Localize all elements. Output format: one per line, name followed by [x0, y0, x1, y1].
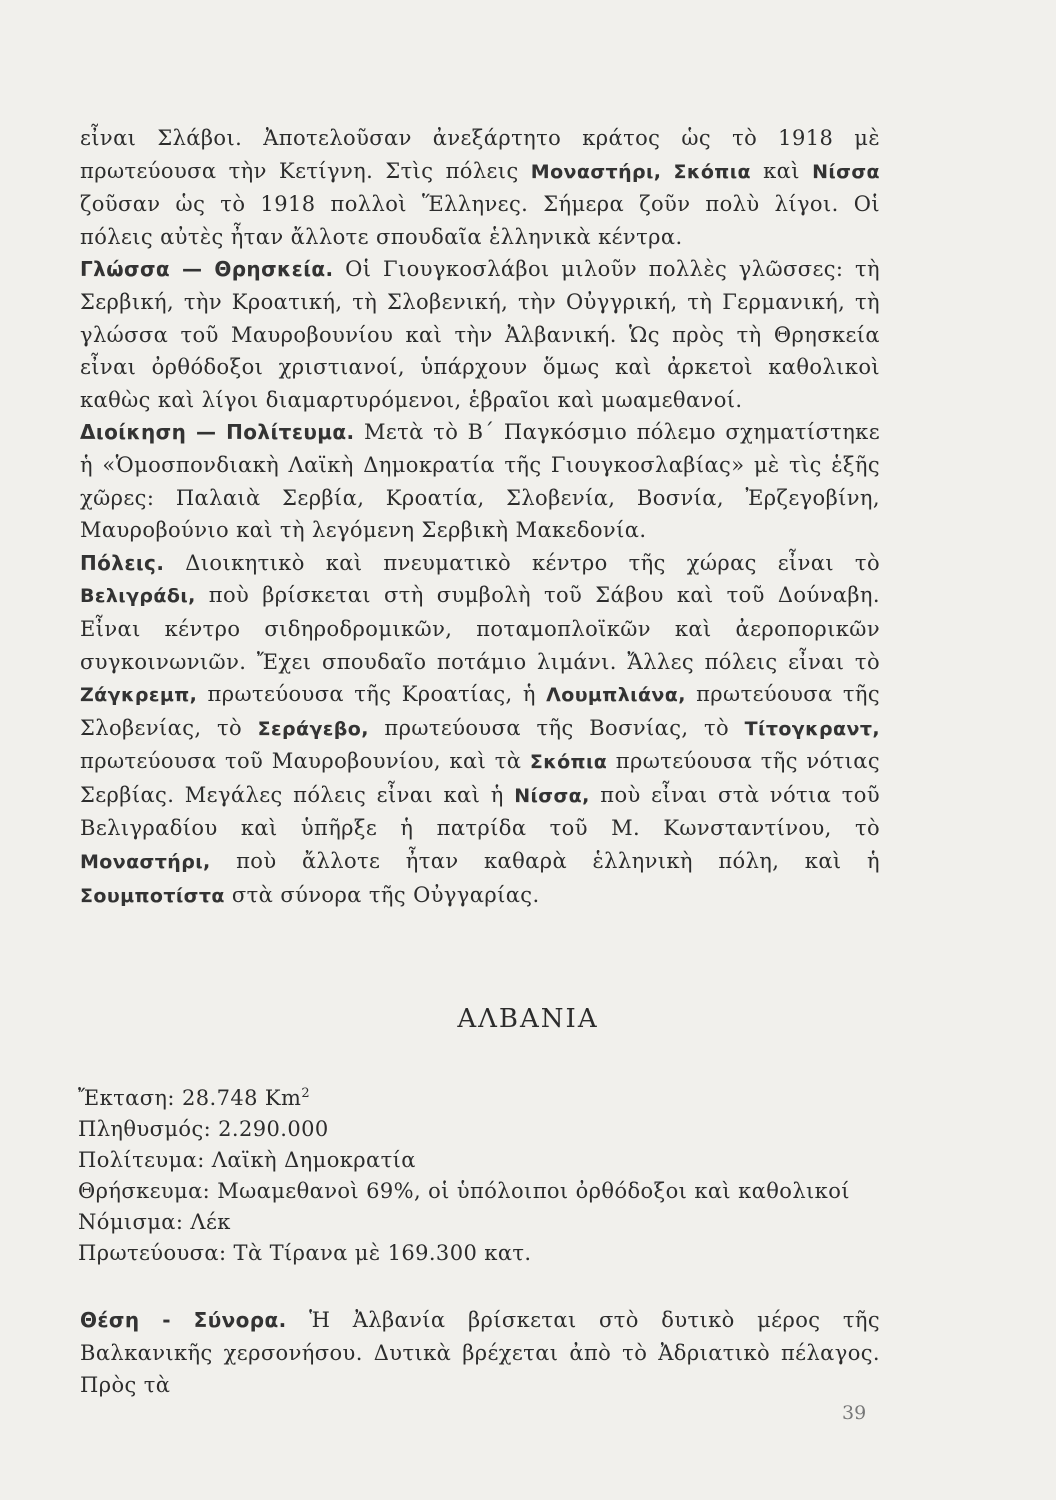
cities-text-3: πρωτεύουσα τῆς Κροατίας, ἡ [197, 682, 547, 707]
city-sarajevo: Σεράγεβο, [257, 717, 369, 740]
section-title-albania: ΑΛΒΑΝΙΑ [457, 1004, 599, 1034]
city-subotica: Σουμποτίστα [80, 884, 225, 907]
government-label: Πολίτευμα: [78, 1148, 205, 1172]
city-bitola: Μοναστήρι, [80, 851, 211, 874]
fact-area [78, 1078, 898, 1114]
government-value: Λαϊκὴ Δημοκρατία [211, 1148, 416, 1172]
yugoslavia-text [80, 122, 880, 912]
language-text: Οἱ Γιουγκοσλάβοι μιλοῦν πολλὲς γλῶσσες: τὴ Σερβική, τὴν Κροατική, τὴ Σλοβενική, τὴν Οὐγγρική, τὴ Γερμανική, τὴ γλώσσα τοῦ Μαυροβουνίου καὶ τὴν Ἀλβανική. Ὡς πρὸς τὴ Θρησκεία εἶναι ὀρθόδοξοι χριστιανοί, ὑπάρχουν ὅμως καὶ ἀρκετοὶ καθολικοὶ καθὼς καὶ λίγοι διαμαρτυρόμενοι, ἑβραῖοι καὶ μωαμεθανοί. [80, 257, 880, 412]
albania-facts [78, 1078, 898, 1269]
fact-population [78, 1114, 898, 1145]
position-text: Ἡ Ἀλβανία βρίσκεται στὸ δυτικὸ μέρος τῆς Βαλκανικῆς χερσονήσου. Δυτικὰ βρέχεται ἀπὸ τὸ Ἀδριατικὸ πέλαγος. Πρὸς τὰ [80, 1308, 880, 1398]
cities-text-1: Διοικητικὸ καὶ πνευματικὸ κέντρο τῆς χώρας εἶναι τὸ [164, 550, 880, 575]
language-heading: Γλώσσα — Θρησκεία. [80, 257, 334, 282]
fact-currency [78, 1207, 898, 1238]
currency-value: Λέκ [190, 1210, 231, 1234]
fact-government [78, 1145, 898, 1176]
population-label: Πληθυσμός: [78, 1117, 212, 1141]
city-zagreb: Ζάγκρεμπ, [80, 684, 198, 707]
bold-city-nis: Νίσσα [812, 160, 881, 183]
city-ljubljana: Λουμπλιάνα, [546, 684, 686, 707]
page-number: 39 [842, 1402, 867, 1424]
population-value: 2.290.000 [218, 1117, 329, 1141]
government-paragraph [80, 416, 880, 546]
area-value: 28.748 Km [181, 1086, 302, 1110]
cities-text-8: ποὺ εἶναι στὰ νότια τοῦ Βελιγραδίου καὶ ὑπῆρξε ἡ πατρίδα τοῦ Μ. Κωνσταντίνου, τὸ [80, 782, 880, 841]
area-label: Ἔκταση: [78, 1086, 175, 1110]
cities-text-2: ποὺ βρίσκεται στὴ συμβολὴ τοῦ Σάβου καὶ τοῦ Δούναβη. Εἶναι κέντρο σιδηροδρομικῶν, ποταμοπλοϊκῶν καὶ ἀεροπορικῶν συγκοινωνιῶν. Ἔχει σπουδαῖο ποτάμιο λιμάνι. Ἄλλες πόλεις εἶναι τὸ [80, 583, 880, 674]
fact-religion [78, 1176, 898, 1207]
currency-label: Νόμισμα: [78, 1210, 184, 1234]
position-borders-section [80, 1304, 880, 1402]
intro-conj: καὶ [750, 158, 813, 183]
cities-text-10: στὰ σύνορα τῆς Οὐγγαρίας. [224, 882, 540, 907]
city-titograd: Τίτογκραντ, [744, 717, 880, 740]
capital-value: Τὰ Τίρανα μὲ 169.300 κατ. [233, 1241, 532, 1265]
intro-end: ζοῦσαν ὡς τὸ 1918 πολλοὶ Ἕλληνες. Σήμερα ζοῦν πολὺ λίγοι. Οἱ πόλεις αὐτὲς ἦταν ἄλλοτε σπουδαῖα ἑλληνικὰ κέντρα. [80, 192, 880, 249]
cities-heading: Πόλεις. [80, 550, 165, 575]
fact-capital [78, 1238, 898, 1269]
area-superscript: 2 [301, 1086, 310, 1101]
city-belgrade: Βελιγράδι, [80, 585, 196, 608]
cities-paragraph [80, 547, 880, 913]
cities-text-4: πρωτεύουσα τῆς Σλοβενίας, τὸ [80, 682, 880, 740]
language-paragraph [80, 253, 880, 416]
religion-label: Θρήσκευμα: [78, 1179, 211, 1203]
bold-cities-1: Μοναστήρι, Σκόπια [530, 160, 751, 183]
government-heading: Διοίκηση — Πολίτευμα. [80, 420, 355, 445]
intro-paragraph [80, 122, 880, 253]
intro-text: εἶναι Σλάβοι. Ἀποτελοῦσαν ἀνεξάρτητο κράτος ὡς τὸ 1918 μὲ πρωτεύουσα τὴν Κετίγνη. Στὶς πόλεις [80, 126, 880, 183]
religion-value: Μωαμεθανοὶ 69%, οἱ ὑπόλοιποι ὀρθόδοξοι καὶ καθολικοί [217, 1179, 850, 1203]
city-nis: Νίσσα, [514, 784, 590, 807]
government-text: Μετὰ τὸ Β΄ Παγκόσμιο πόλεμο σχηματίστηκε ἡ «Ὁμοσπονδιακὴ Λαϊκὴ Δημοκρατία τῆς Γιουγκοσλαβίας» μὲ τὶς ἑξῆς χῶρες: Παλαιὰ Σερβία, Κροατία, Σλοβενία, Βοσνία, Ἐρζεγοβίνη, Μαυροβούνιο καὶ τὴ λεγόμενη Σερβικὴ Μακεδονία. [80, 420, 880, 543]
position-paragraph [80, 1304, 880, 1402]
capital-label: Πρωτεύουσα: [78, 1241, 227, 1265]
city-skopje: Σκόπια [529, 751, 608, 774]
cities-text-9: ποὺ ἄλλοτε ἦταν καθαρὰ ἑλληνικὴ πόλη, καὶ ἡ [210, 849, 880, 874]
cities-text-7: πρωτεύουσα τῆς νότιας Σερβίας. Μεγάλες πόλεις εἶναι καὶ ἡ [80, 749, 880, 807]
position-heading: Θέση - Σύνορα. [80, 1308, 287, 1332]
cities-text-6: πρωτεύουσα τοῦ Μαυροβουνίου, καὶ τὰ [80, 749, 530, 774]
cities-text-5: πρωτεύουσα τῆς Βοσνίας, τὸ [368, 715, 745, 740]
